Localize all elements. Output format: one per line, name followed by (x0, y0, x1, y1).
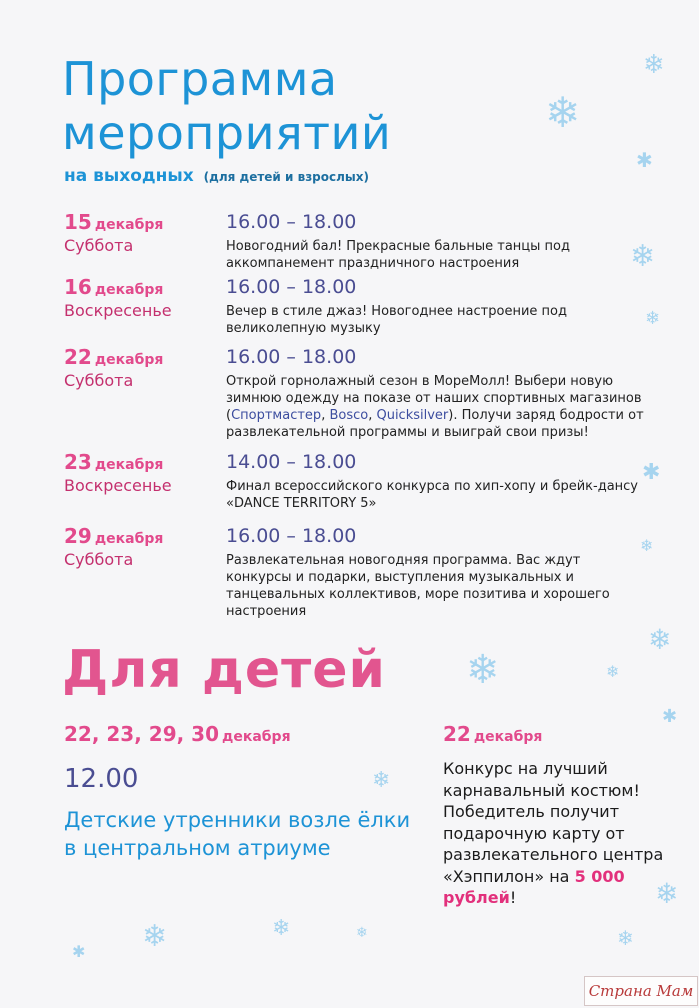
snowflake-icon: ❄ (640, 536, 654, 555)
snowflake-icon: ✱ (662, 706, 678, 727)
page-title (62, 52, 391, 160)
contest-month: декабря (473, 729, 543, 745)
event-weekday: Суббота (64, 236, 134, 255)
event-date (64, 524, 214, 569)
snowflake-icon: ❄ (606, 662, 620, 681)
kids-dates-days: 22, 23, 29, 30 (64, 722, 220, 746)
title-line-2: мероприятий (62, 106, 392, 160)
contest-prize: 5 000 рублей (443, 866, 625, 907)
event-date (64, 450, 214, 495)
event-description: Вечер в стиле джаз! Новогоднее настроение под великолепную музыку (226, 304, 567, 336)
event-weekday: Суббота (64, 550, 134, 569)
kids-dates-month: декабря (222, 729, 291, 745)
event-weekday: Воскресенье (64, 301, 172, 320)
kids-dates (64, 722, 291, 746)
subtitle-main: на выходных (64, 166, 194, 186)
event-day: 16 (64, 275, 92, 299)
event-description: Новогодний бал! Прекрасные бальные танцы под аккомпанемент праздничного настроения (226, 239, 570, 271)
contest-day: 22 (443, 722, 471, 746)
snowflake-icon: ❄ (466, 647, 500, 693)
snowflake-icon: ✱ (642, 460, 661, 485)
kids-time: 12.00 (64, 764, 139, 794)
event-info (226, 524, 646, 620)
event-date (64, 275, 214, 320)
kids-description: Детские утренники возле ёлки в центральном атриуме (64, 808, 411, 860)
event-description-end: ). Получи заряд бодрости от развлекательной программы и выиграй свои призы! (226, 408, 644, 440)
snowflake-icon: ✱ (636, 148, 653, 172)
event-time: 16.00 – 18.00 (226, 211, 357, 233)
contest-text-end: ! (509, 888, 517, 907)
snowflake-icon: ❄ (272, 916, 291, 941)
snowflake-icon: ✱ (72, 942, 86, 961)
event-weekday: Суббота (64, 371, 134, 390)
snowflake-icon: ❄ (372, 768, 391, 793)
event-info (226, 450, 646, 512)
contest-date (443, 722, 542, 746)
event-info (226, 210, 646, 272)
brand-sportmaster: Спортмастер (231, 408, 322, 423)
event-time: 16.00 – 18.00 (226, 525, 357, 547)
snowflake-icon: ❄ (648, 623, 672, 656)
event-month: декабря (94, 352, 164, 368)
subtitle-note: (для детей и взрослых) (203, 170, 369, 184)
event-time: 16.00 – 18.00 (226, 276, 357, 298)
event-description: Финал всероссийского конкурса по хип-хопу и брейк-дансу «DANCE TERRITORY 5» (226, 479, 638, 511)
event-date (64, 210, 214, 255)
snowflake-icon: ❄ (630, 239, 656, 274)
event-time: 16.00 – 18.00 (226, 346, 357, 368)
event-description: Открой горнолажный сезон в МореМолл! Выбери новую зимнюю одежду на показе от наших спортивных магазинов (Спортмастер, Bosco, Quicksilver). Получи заряд бодрости от развлекательной программы и выиграй свои призы! (226, 374, 644, 440)
event-time: 14.00 – 18.00 (226, 451, 357, 473)
event-description-start: Открой горнолажный сезон в МореМолл! Выбери новую зимнюю одежду на показе от наших спортивных магазинов ( (226, 374, 642, 423)
subtitle (64, 166, 369, 186)
event-month: декабря (94, 457, 164, 473)
event-day: 15 (64, 210, 92, 234)
watermark-logo: Страна Мам (584, 976, 698, 1006)
event-day: 23 (64, 450, 92, 474)
event-month: декабря (94, 531, 164, 547)
snowflake-icon: ❄ (643, 50, 665, 80)
kids-section-title: Для детей (62, 640, 386, 700)
snowflake-icon: ❄ (617, 926, 634, 950)
title-line-1: Программа (62, 52, 338, 106)
event-weekday: Воскресенье (64, 476, 172, 495)
brand-quicksilver: Quicksilver (376, 408, 449, 423)
event-info (226, 345, 646, 441)
event-date (64, 345, 214, 390)
snowflake-icon: ❄ (645, 308, 661, 329)
event-day: 29 (64, 524, 92, 548)
contest-description (443, 758, 683, 909)
event-description: Развлекательная новогодняя программа. Вас ждут конкурсы и подарки, выступления музыкальных и танцевальных коллективов, море позитива и хорошего настроения (226, 553, 610, 619)
event-info (226, 275, 646, 337)
event-month: декабря (94, 282, 164, 298)
snowflake-icon: ❄ (545, 88, 581, 137)
snowflake-icon: ❄ (142, 919, 168, 954)
snowflake-icon: ❄ (356, 925, 368, 941)
snowflake-icon: ❄ (655, 877, 679, 910)
event-day: 22 (64, 345, 92, 369)
event-month: декабря (94, 217, 164, 233)
contest-text: Конкурс на лучший карнавальный костюм! Победитель получит подарочную карту от развлекательного центра «Хэппилон» на (443, 759, 664, 886)
brand-bosco: Bosco (329, 408, 369, 423)
